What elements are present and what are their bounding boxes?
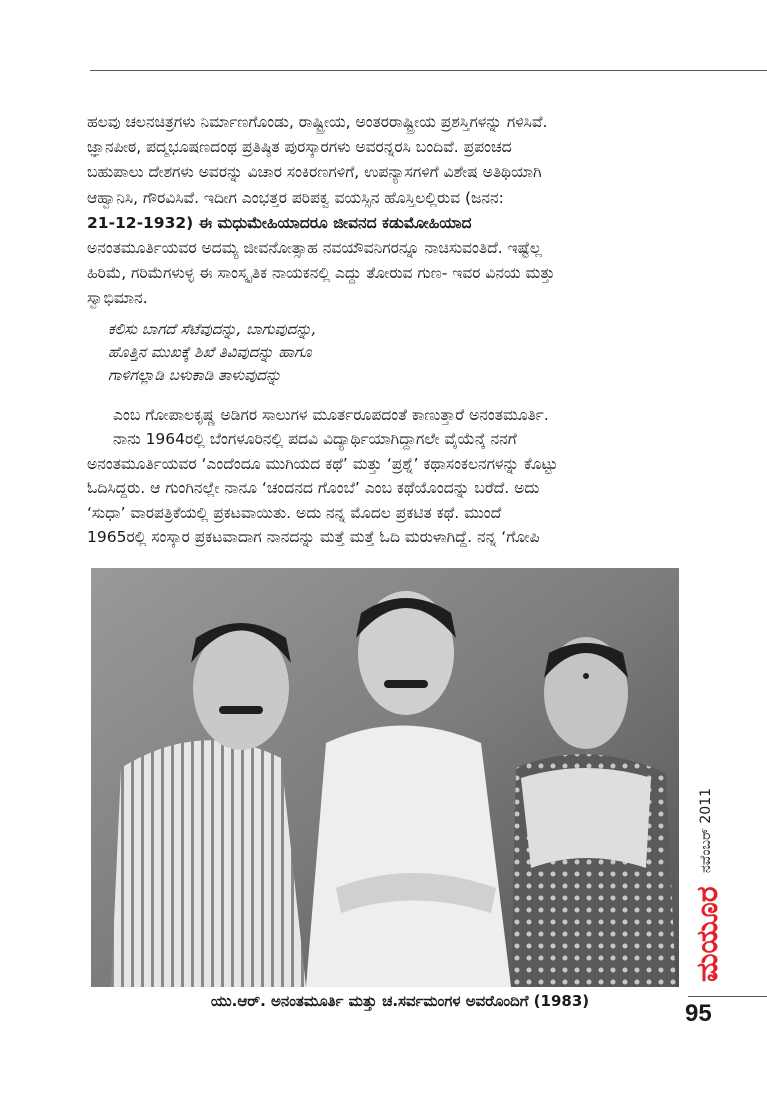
text-line: 1965ರಲ್ಲಿ ಸಂಸ್ಕಾರ ಪ್ರಕಟವಾದಾಗ ನಾನದನ್ನು ಮತ್ತೆ ಮತ್ತೆ ಓದಿ ಮರುಳಾಗಿದ್ದೆ. ನನ್ನ ‘ಗೋಪಿ bbox=[87, 528, 540, 547]
text-line: 21-12-1932) ಈ ಮಧುಮೇಹಿಯಾದರೂ ಜೀವನದ ಕಡುಮೋಹಿಯಾದ bbox=[87, 213, 472, 232]
text-line: ಎಂಬ ಗೋಪಾಲಕೃಷ್ಣ ಅಡಿಗರ ಸಾಲುಗಳ ಮೂರ್ತರೂಪದಂತೆ ಕಾಣುತ್ತಾರೆ ಅನಂತಮೂರ್ತಿ. bbox=[113, 406, 549, 424]
article-paragraph-1 bbox=[87, 110, 679, 312]
photo-caption: ಯು.ಆರ್. ಅನಂತಮೂರ್ತಿ ಮತ್ತು ಚ.ಸರ್ವಮಂಗಳ ಅವರೊಂದಿಗೆ (1983) bbox=[210, 992, 590, 1010]
issue-date bbox=[690, 780, 720, 875]
text-line: ಓದಿಸಿದ್ದರು. ಆ ಗುಂಗಿನಲ್ಲೇ ನಾನೂ ‘ಚಂದನದ ಗೊಂಬೆ’ ಎಂಬ ಕಥೆಯೊಂದನ್ನು ಬರೆದೆ. ಅದು bbox=[87, 479, 540, 498]
text-line: ನಾನು 1964ರಲ್ಲಿ ಬೆಂಗಳೂರಿನಲ್ಲಿ ಪದವಿ ವಿದ್ಯಾರ್ಥಿಯಾಗಿದ್ದಾಗಲೇ ವೈಯೆನ್ಕೆ ನನಗೆ bbox=[113, 430, 517, 449]
poem-line: ಹೊತ್ತಿನ ಮುಖಕ್ಕೆ ಶಿಖೆ ತಿವಿವುದನ್ನು ಹಾಗೂ bbox=[108, 343, 312, 361]
text-line: ಆಹ್ವಾನಿಸಿ, ಗೌರವಿಸಿವೆ. ಇದೀಗ ಎಂಭತ್ತರ ಪರಿಪಕ್ವ ವಯಸ್ಸಿನ ಹೊಸ್ತಿಲಲ್ಲಿರುವ (ಜನನ: bbox=[87, 188, 504, 207]
text-line: ‘ಸುಧಾ’ ವಾರಪತ್ರಿಕೆಯಲ್ಲಿ ಪ್ರಕಟವಾಯಿತು. ಅದು ನನ್ನ ಮೊದಲ ಪ್ರಕಟಿತ ಕಥೆ. ಮುಂದೆ bbox=[87, 503, 502, 522]
text-line: ಸ್ವಾಭಿಮಾನ. bbox=[87, 289, 148, 308]
magazine-logo-text: ಮಯೂರ bbox=[690, 886, 725, 982]
text-line: ಹಲವು ಚಲನಚಿತ್ರಗಳು ನಿರ್ಮಾಣಗೊಂಡು, ರಾಷ್ಟ್ರೀಯ, ಅಂತರರಾಷ್ಟ್ರೀಯ ಪ್ರಶಸ್ತಿಗಳನ್ನು ಗಳಿಸಿವೆ. bbox=[87, 113, 548, 131]
text-line: ಅನಂತಮೂರ್ತಿಯವರ ‘ಎಂದೆಂದೂ ಮುಗಿಯದ ಕಥೆ’ ಮತ್ತು ‘ಪ್ರಶ್ನೆ’ ಕಥಾಸಂಕಲನಗಳನ್ನು ಕೊಟ್ಟು bbox=[87, 454, 558, 473]
article-paragraph-2 bbox=[87, 403, 679, 549]
text-line: ಅನಂತಮೂರ್ತಿಯವರ ಅದಮ್ಯ ಜೀವನೋತ್ಸಾಹ ನವಯೌವನಿಗರನ್ನೂ ನಾಚಿಸುವಂತಿದೆ. ಇಷ್ಟೆಲ್ಲ bbox=[87, 239, 542, 258]
text-line: ಹಿರಿಮೆ, ಗರಿಮೆಗಳುಳ್ಳ ಈ ಸಾಂಸ್ಕೃತಿಕ ನಾಯಕನಲ್ಲಿ ಎದ್ದು ತೋರುವ ಗುಣ- ಇವರ ವಿನಯ ಮತ್ತು bbox=[87, 264, 555, 283]
side-rule bbox=[688, 996, 767, 997]
page-number: 95 bbox=[685, 1000, 712, 1027]
poem-quote bbox=[108, 318, 668, 387]
text-line: ಬಹುಪಾಲು ದೇಶಗಳು ಅವರನ್ನು ವಿಚಾರ ಸಂಕಿರಣಗಳಿಗೆ, ಉಪನ್ಯಾಸಗಳಿಗೆ ವಿಶೇಷ ಅತಿಥಿಯಾಗಿ bbox=[87, 163, 542, 182]
text-line: ಜ್ಞಾನಪೀಠ, ಪದ್ಮಭೂಷಣದಂಥ ಪ್ರತಿಷ್ಠಿತ ಪುರಸ್ಕಾರಗಳು ಅವರನ್ನರಸಿ ಬಂದಿವೆ. ಪ್ರಪಂಚದ bbox=[87, 138, 512, 157]
top-rule bbox=[90, 70, 767, 71]
issue-date-text: ನವೆಂಬರ್ 2011 bbox=[698, 787, 714, 873]
group-photo bbox=[91, 568, 679, 987]
poem-line: ಕಲಿಸು ಬಾಗದೆ ಸೆಟೆವುದನ್ನು, ಬಾಗುವುದನ್ನು, bbox=[108, 320, 317, 338]
magazine-logo bbox=[685, 876, 725, 984]
poem-line: ಗಾಳಿಗಲ್ಲಾಡಿ ಬಳುಕಾಡಿ ತಾಳುವುದನ್ನು bbox=[108, 366, 282, 384]
